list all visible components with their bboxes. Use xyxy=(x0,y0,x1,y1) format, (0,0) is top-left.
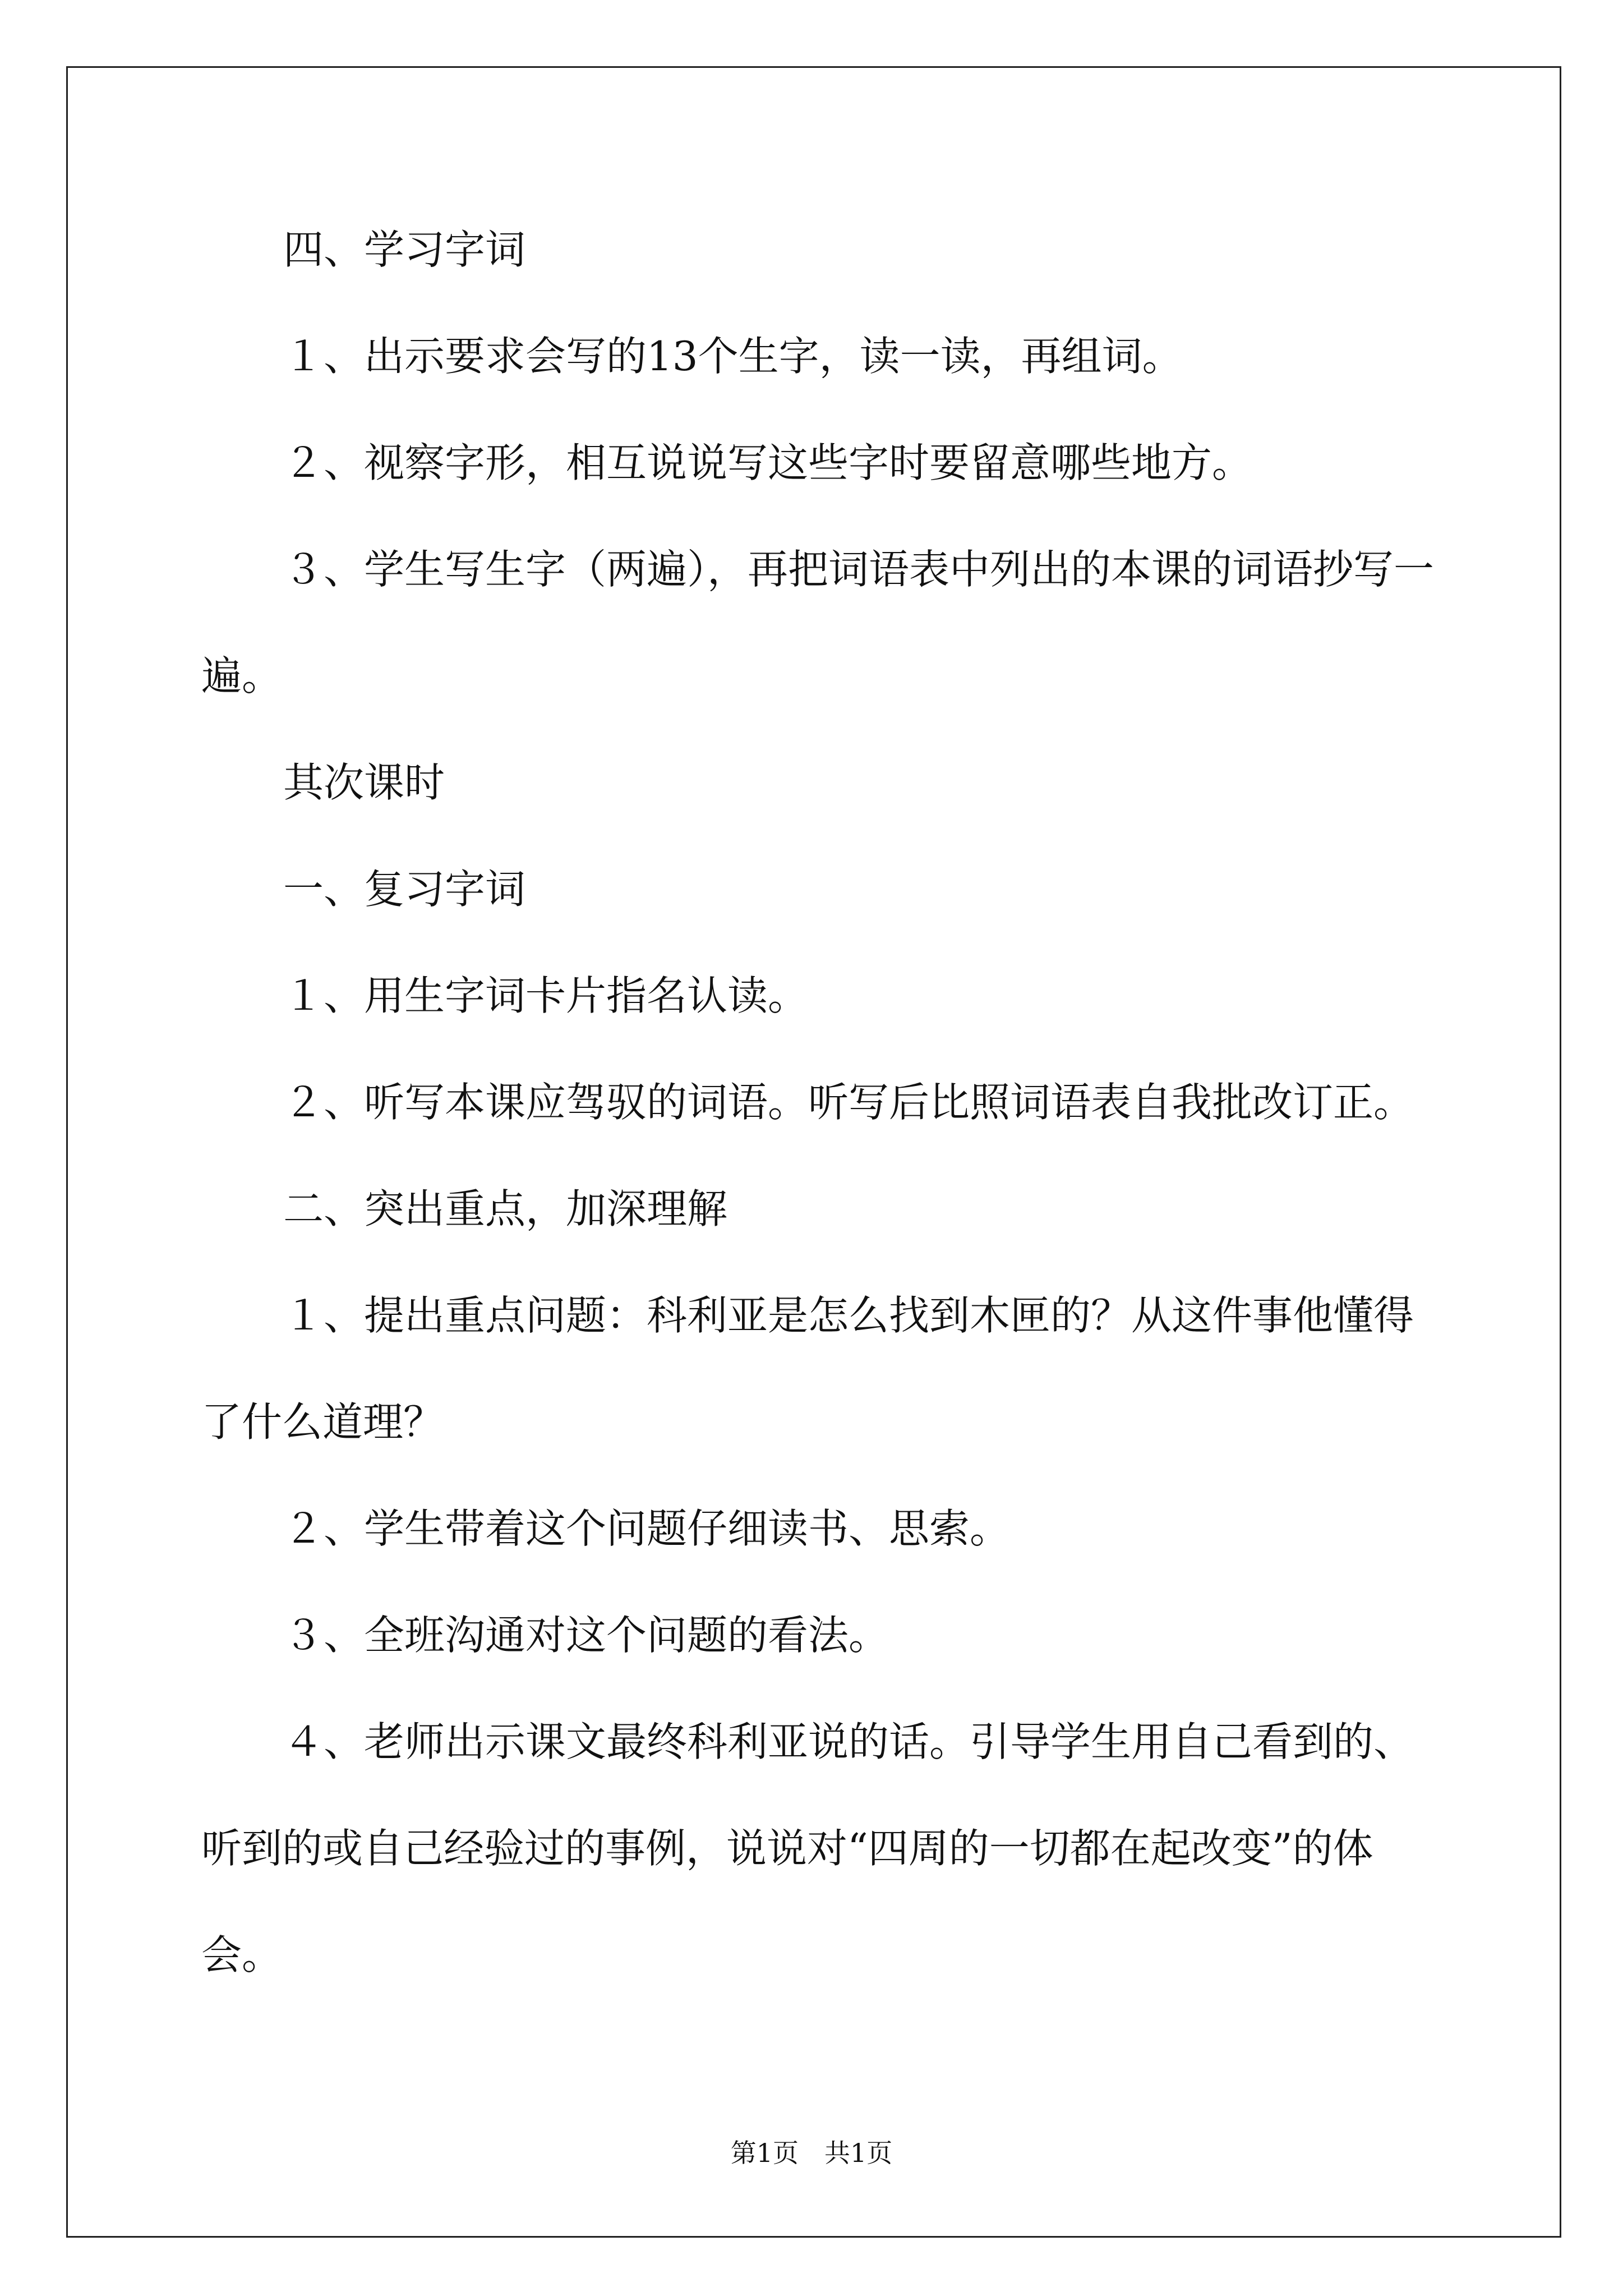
paragraph xyxy=(201,196,1491,303)
document-body xyxy=(201,196,1491,2008)
paragraph-line: 一、复习字词 xyxy=(283,866,526,913)
paragraph-line: １、出示要求会写的13个生字，读一读，再组词。 xyxy=(283,333,1183,380)
page-number: 第1页 xyxy=(730,2138,799,2168)
page-total: 共1页 xyxy=(824,2138,893,2168)
paragraph xyxy=(201,1049,1491,1156)
paragraph xyxy=(201,836,1491,942)
paragraph-line: 其次课时 xyxy=(283,759,445,806)
paragraph xyxy=(201,303,1491,409)
paragraph xyxy=(201,1582,1491,1688)
paragraph-line: ２、学生带着这个问题仔细读书、思索。 xyxy=(283,1505,1011,1552)
paragraph-line: 听到的或自己经验过的事例，说说对“四周的一切都在起改变”的体 xyxy=(201,1825,1373,1872)
paragraph xyxy=(201,1475,1491,1582)
paragraph-line: １、提出重点问题：科利亚是怎么找到木匣的？从这件事他懂得 xyxy=(283,1292,1414,1339)
paragraph xyxy=(201,409,1491,516)
paragraph-line: 会。 xyxy=(201,1931,283,1978)
paragraph-line: ２、视察字形，相互说说写这些字时要留意哪些地方。 xyxy=(283,439,1253,486)
paragraph-line: 四、学习字词 xyxy=(283,226,526,273)
paragraph xyxy=(201,729,1491,836)
paragraph-line: 了什么道理？ xyxy=(201,1398,444,1446)
paragraph-line: 二、突出重点，加深理解 xyxy=(283,1185,728,1232)
paragraph xyxy=(201,942,1491,1049)
paragraph xyxy=(201,1262,1491,1475)
paragraph-line: 遍。 xyxy=(201,652,283,700)
paragraph-line: ２、听写本课应驾驭的词语。听写后比照词语表自我批改订正。 xyxy=(283,1079,1414,1126)
paragraph-line: １、用生字词卡片指名认读。 xyxy=(283,972,809,1019)
paragraph xyxy=(201,1156,1491,1262)
paragraph-line: ３、学生写生字（两遍），再把词语表中列出的本课的词语抄写一 xyxy=(283,546,1435,593)
paragraph xyxy=(201,516,1491,729)
page-footer xyxy=(0,2136,1623,2170)
paragraph-line: ３、全班沟通对这个问题的看法。 xyxy=(283,1612,889,1659)
paragraph xyxy=(201,1688,1491,2008)
paragraph-line: ４、老师出示课文最终科利亚说的话。引导学生用自己看到的、 xyxy=(283,1718,1414,1765)
